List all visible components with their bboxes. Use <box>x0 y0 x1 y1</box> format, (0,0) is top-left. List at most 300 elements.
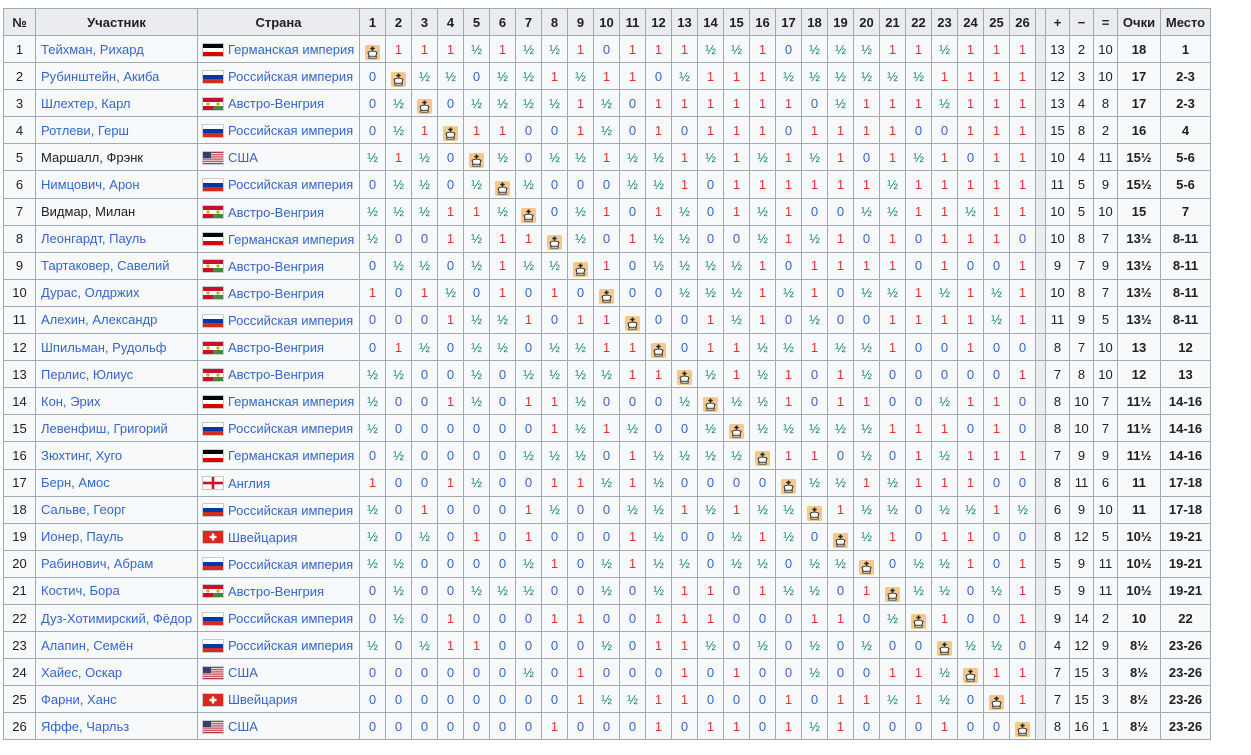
losses-count: 5 <box>1070 198 1094 225</box>
result-cell: ½ <box>698 361 724 388</box>
player-name-link[interactable]: Ротлеви, Герш <box>41 122 129 138</box>
result-cell: 0 <box>750 659 776 686</box>
player-name-link[interactable]: Тартаковер, Савелий <box>41 258 170 274</box>
result-cell: 1 <box>568 90 594 117</box>
player-name-link[interactable]: Хайес, Оскар <box>41 664 123 680</box>
result-cell: 0 <box>438 442 464 469</box>
result-cell: 0 <box>932 117 958 144</box>
draws-count: 10 <box>1094 361 1118 388</box>
result-cell: 0 <box>594 388 620 415</box>
column-gap <box>1036 577 1046 604</box>
header-round-26[interactable]: 26 <box>1010 9 1036 36</box>
result-cell: 0 <box>984 604 1010 631</box>
result-cell: ½ <box>542 144 568 171</box>
result-cell: 0 <box>386 686 412 713</box>
header-num[interactable]: № <box>4 9 36 36</box>
result-cell: 0 <box>958 713 984 740</box>
table-row <box>4 361 1211 388</box>
result-cell: 0 <box>464 686 490 713</box>
player-name-link[interactable]: Дуз-Хотимирский, Фёдор <box>41 610 193 626</box>
result-cell: 0 <box>490 550 516 577</box>
result-cell: 1 <box>698 604 724 631</box>
result-cell: 0 <box>620 632 646 659</box>
result-cell: ½ <box>776 279 802 306</box>
header-round-5[interactable]: 5 <box>464 9 490 36</box>
header-round-8[interactable]: 8 <box>542 9 568 36</box>
header-round-12[interactable]: 12 <box>646 9 672 36</box>
result-cell: 0 <box>906 334 932 361</box>
country-link[interactable]: Российская империя <box>228 421 354 437</box>
header-round-1[interactable]: 1 <box>360 9 386 36</box>
place-value: 8-11 <box>1161 306 1211 333</box>
result-cell: 1 <box>854 117 880 144</box>
result-cell: 1 <box>958 279 984 306</box>
result-cell: 1 <box>1010 279 1036 306</box>
player-name-link[interactable]: Тейхман, Рихард <box>41 41 144 57</box>
player-name-cell <box>36 306 198 333</box>
result-cell: 0 <box>906 117 932 144</box>
result-cell: 0 <box>802 90 828 117</box>
result-cell: 0 <box>776 632 802 659</box>
german-empire-flag <box>202 232 224 246</box>
chess-king-icon <box>911 614 926 629</box>
russian-empire-flag <box>202 178 224 192</box>
result-cell: 1 <box>750 577 776 604</box>
column-gap <box>1036 306 1046 333</box>
result-cell: 0 <box>958 361 984 388</box>
header-round-17[interactable]: 17 <box>776 9 802 36</box>
wins-count: 9 <box>1046 604 1070 631</box>
result-cell: 0 <box>568 577 594 604</box>
result-cell: 0 <box>464 713 490 740</box>
self-cell <box>880 577 906 604</box>
country-link[interactable]: Российская империя <box>228 313 354 329</box>
player-name-link[interactable]: Шлехтер, Карл <box>41 95 131 111</box>
result-cell: ½ <box>490 577 516 604</box>
player-name-link[interactable]: Зюхтинг, Хуго <box>41 447 123 463</box>
country-link[interactable]: Российская империя <box>228 123 354 139</box>
result-cell: 0 <box>464 604 490 631</box>
self-cell <box>906 604 932 631</box>
result-cell: 1 <box>412 279 438 306</box>
result-cell: 1 <box>594 415 620 442</box>
result-cell: ½ <box>776 63 802 90</box>
result-cell: ½ <box>542 361 568 388</box>
player-country-cell <box>198 306 360 333</box>
header-country[interactable]: Страна <box>198 9 360 36</box>
result-cell: ½ <box>880 469 906 496</box>
result-cell: 0 <box>594 36 620 63</box>
column-gap <box>1036 334 1046 361</box>
result-cell: 0 <box>542 577 568 604</box>
result-cell: 0 <box>438 577 464 604</box>
result-cell: 0 <box>490 415 516 442</box>
result-cell: 1 <box>620 550 646 577</box>
result-cell: 0 <box>490 604 516 631</box>
header-round-14[interactable]: 14 <box>698 9 724 36</box>
table-row <box>4 686 1211 713</box>
header-player[interactable]: Участник <box>36 9 198 36</box>
result-cell: ½ <box>412 523 438 550</box>
result-cell: 0 <box>620 90 646 117</box>
table-row <box>4 36 1211 63</box>
result-cell: 0 <box>594 496 620 523</box>
wins-count: 8 <box>1046 415 1070 442</box>
self-cell <box>386 63 412 90</box>
player-name-link[interactable]: Рубинштейн, Акиба <box>41 68 160 84</box>
table-body <box>4 36 1211 740</box>
losses-count: 9 <box>1070 306 1094 333</box>
country-link[interactable]: Швейцария <box>228 692 298 708</box>
result-cell: 1 <box>620 63 646 90</box>
player-name-link[interactable]: Дурас, Олдржих <box>41 285 140 301</box>
result-cell: ½ <box>932 388 958 415</box>
place-value: 14-16 <box>1161 442 1211 469</box>
result-cell: 1 <box>516 225 542 252</box>
table-row <box>4 90 1211 117</box>
header-plus[interactable]: + <box>1046 9 1070 36</box>
chess-king-icon <box>833 533 848 548</box>
player-name-link[interactable]: Левенфиш, Григорий <box>41 420 168 436</box>
player-name-link[interactable]: Кон, Эрих <box>41 393 101 409</box>
header-round-4[interactable]: 4 <box>438 9 464 36</box>
result-cell: 0 <box>802 388 828 415</box>
self-cell <box>412 90 438 117</box>
column-gap <box>1036 279 1046 306</box>
result-cell: 0 <box>386 713 412 740</box>
self-cell <box>542 225 568 252</box>
header-round-24[interactable]: 24 <box>958 9 984 36</box>
result-cell: 1 <box>932 415 958 442</box>
player-name-link[interactable]: Ионер, Пауль <box>41 529 124 545</box>
result-cell: 0 <box>438 144 464 171</box>
losses-count: 8 <box>1070 279 1094 306</box>
result-cell: ½ <box>776 334 802 361</box>
header-round-22[interactable]: 22 <box>906 9 932 36</box>
table-row <box>4 713 1211 740</box>
self-cell <box>438 117 464 144</box>
result-cell: 0 <box>672 523 698 550</box>
self-cell <box>516 198 542 225</box>
self-cell <box>776 469 802 496</box>
player-name-link[interactable]: Костич, Бора <box>41 583 120 599</box>
german-empire-flag <box>202 449 224 463</box>
header-round-23[interactable]: 23 <box>932 9 958 36</box>
header-round-20[interactable]: 20 <box>854 9 880 36</box>
player-name-link[interactable]: Фарни, Ханс <box>41 691 117 707</box>
player-name-link[interactable]: Шпильман, Рудольф <box>41 339 167 355</box>
result-cell: 1 <box>958 306 984 333</box>
country-link[interactable]: Германская империя <box>228 42 355 58</box>
result-cell: 1 <box>984 36 1010 63</box>
result-cell: ½ <box>568 442 594 469</box>
result-cell: ½ <box>724 252 750 279</box>
player-name-link[interactable]: Маршалл, Фрэнк <box>41 149 144 165</box>
self-cell <box>620 306 646 333</box>
result-cell: 0 <box>932 361 958 388</box>
result-cell: ½ <box>958 198 984 225</box>
result-cell: ½ <box>646 225 672 252</box>
points-total: 18 <box>1118 36 1161 63</box>
result-cell: 1 <box>958 523 984 550</box>
result-cell: 1 <box>542 388 568 415</box>
header-minus[interactable]: − <box>1070 9 1094 36</box>
country-link[interactable]: Российская империя <box>228 502 354 518</box>
result-cell: ½ <box>932 550 958 577</box>
result-cell: ½ <box>828 469 854 496</box>
result-cell: 1 <box>412 36 438 63</box>
result-cell: 0 <box>542 198 568 225</box>
country-link[interactable]: Австро-Венгрия <box>228 96 325 112</box>
result-cell: 0 <box>490 469 516 496</box>
result-cell: 0 <box>646 279 672 306</box>
result-cell: ½ <box>386 442 412 469</box>
result-cell: 0 <box>568 171 594 198</box>
header-points[interactable]: Очки <box>1118 9 1161 36</box>
result-cell: 0 <box>646 659 672 686</box>
country-link[interactable]: Австро-Венгрия <box>228 204 325 220</box>
result-cell: 1 <box>932 252 958 279</box>
header-round-3[interactable]: 3 <box>412 9 438 36</box>
result-cell: 0 <box>672 469 698 496</box>
result-cell: 0 <box>802 361 828 388</box>
place-value: 23-26 <box>1161 659 1211 686</box>
result-cell: 0 <box>412 442 438 469</box>
country-link[interactable]: Российская империя <box>228 69 354 85</box>
result-cell: 0 <box>906 225 932 252</box>
draws-count: 11 <box>1094 550 1118 577</box>
country-link[interactable]: Австро-Венгрия <box>228 367 325 383</box>
result-cell: ½ <box>360 361 386 388</box>
result-cell: 0 <box>542 171 568 198</box>
player-name-link[interactable]: Сальве, Георг <box>41 502 126 518</box>
header-round-13[interactable]: 13 <box>672 9 698 36</box>
draws-count: 11 <box>1094 144 1118 171</box>
player-name-link[interactable]: Алехин, Александр <box>41 312 158 328</box>
result-cell: ½ <box>464 334 490 361</box>
country-link[interactable]: Австро-Венгрия <box>228 258 325 274</box>
result-cell: ½ <box>386 171 412 198</box>
player-name-link[interactable]: Рабинович, Абрам <box>41 556 154 572</box>
header-round-19[interactable]: 19 <box>828 9 854 36</box>
header-round-15[interactable]: 15 <box>724 9 750 36</box>
result-cell: 1 <box>568 117 594 144</box>
wins-count: 8 <box>1046 713 1070 740</box>
self-cell <box>672 361 698 388</box>
result-cell: ½ <box>880 496 906 523</box>
result-cell: 1 <box>932 171 958 198</box>
result-cell: 1 <box>776 388 802 415</box>
header-round-11[interactable]: 11 <box>620 9 646 36</box>
player-country-cell <box>198 659 360 686</box>
result-cell: 0 <box>412 686 438 713</box>
header-round-6[interactable]: 6 <box>490 9 516 36</box>
country-link[interactable]: США <box>228 719 258 735</box>
result-cell: 1 <box>724 90 750 117</box>
result-cell: 1 <box>802 442 828 469</box>
player-name-link[interactable]: Яффе, Чарльз <box>41 718 130 734</box>
losses-count: 9 <box>1070 442 1094 469</box>
result-cell: ½ <box>698 36 724 63</box>
country-link[interactable]: Англия <box>228 475 271 491</box>
wins-count: 11 <box>1046 171 1070 198</box>
result-cell: ½ <box>750 225 776 252</box>
country-link[interactable]: Германская империя <box>228 448 355 464</box>
result-cell: 0 <box>412 604 438 631</box>
header-round-9[interactable]: 9 <box>568 9 594 36</box>
result-cell: ½ <box>854 198 880 225</box>
german-empire-flag <box>202 395 224 409</box>
result-cell: ½ <box>594 469 620 496</box>
player-name-link[interactable]: Леонгардт, Пауль <box>41 231 147 247</box>
country-link[interactable]: Российская империя <box>228 177 354 193</box>
result-cell: 0 <box>360 90 386 117</box>
result-cell: 0 <box>906 713 932 740</box>
player-country-cell <box>198 36 360 63</box>
player-country-cell <box>198 442 360 469</box>
result-cell: 0 <box>412 577 438 604</box>
header-round-16[interactable]: 16 <box>750 9 776 36</box>
player-country-cell <box>198 144 360 171</box>
result-cell: 1 <box>958 90 984 117</box>
result-cell: ½ <box>542 496 568 523</box>
player-name-link[interactable]: Берн, Амос <box>41 475 110 491</box>
chess-king-icon <box>963 668 978 683</box>
result-cell: 1 <box>880 144 906 171</box>
result-cell: 1 <box>672 659 698 686</box>
result-cell: ½ <box>464 577 490 604</box>
result-cell: 1 <box>672 90 698 117</box>
player-name-link[interactable]: Нимцович, Арон <box>41 177 140 193</box>
player-name-link[interactable]: Видмар, Милан <box>41 204 136 220</box>
country-link[interactable]: Германская империя <box>228 394 355 410</box>
player-country-cell <box>198 90 360 117</box>
country-link[interactable]: США <box>228 665 258 681</box>
draws-count: 5 <box>1094 306 1118 333</box>
country-link[interactable]: Российская империя <box>228 638 354 654</box>
player-country-cell <box>198 415 360 442</box>
country-link[interactable]: Австро-Венгрия <box>228 285 325 301</box>
result-cell: 1 <box>984 225 1010 252</box>
player-name-cell <box>36 442 198 469</box>
result-cell: ½ <box>412 632 438 659</box>
russian-empire-flag <box>202 612 224 626</box>
result-cell: 1 <box>490 225 516 252</box>
result-cell: 0 <box>984 550 1010 577</box>
draws-count: 7 <box>1094 415 1118 442</box>
result-cell: 1 <box>464 523 490 550</box>
result-cell: 1 <box>1010 442 1036 469</box>
result-cell: 1 <box>438 604 464 631</box>
player-name-cell <box>36 90 198 117</box>
header-round-25[interactable]: 25 <box>984 9 1010 36</box>
header-round-10[interactable]: 10 <box>594 9 620 36</box>
result-cell: ½ <box>464 361 490 388</box>
result-cell: 0 <box>438 523 464 550</box>
result-cell: 0 <box>464 442 490 469</box>
result-cell: 1 <box>854 171 880 198</box>
place-value: 23-26 <box>1161 686 1211 713</box>
result-cell: 0 <box>568 496 594 523</box>
player-number: 25 <box>4 686 36 713</box>
header-round-7[interactable]: 7 <box>516 9 542 36</box>
result-cell: 0 <box>594 523 620 550</box>
country-link[interactable]: Российская империя <box>228 611 354 627</box>
header-equal[interactable]: = <box>1094 9 1118 36</box>
result-cell: 0 <box>1010 388 1036 415</box>
result-cell: 0 <box>490 496 516 523</box>
result-cell: ½ <box>516 659 542 686</box>
country-link[interactable]: США <box>228 150 258 166</box>
result-cell: 0 <box>880 713 906 740</box>
header-round-2[interactable]: 2 <box>386 9 412 36</box>
result-cell: ½ <box>594 550 620 577</box>
column-gap <box>1036 415 1046 442</box>
country-link[interactable]: Швейцария <box>228 529 298 545</box>
result-cell: 0 <box>360 604 386 631</box>
losses-count: 4 <box>1070 90 1094 117</box>
result-cell: ½ <box>542 442 568 469</box>
result-cell: 0 <box>438 361 464 388</box>
player-country-cell <box>198 713 360 740</box>
player-country-cell <box>198 171 360 198</box>
header-round-21[interactable]: 21 <box>880 9 906 36</box>
austria-hungary-flag <box>202 286 224 300</box>
losses-count: 15 <box>1070 686 1094 713</box>
result-cell: ½ <box>854 442 880 469</box>
result-cell: 0 <box>672 117 698 144</box>
country-link[interactable]: Российская империя <box>228 556 354 572</box>
result-cell: 1 <box>594 306 620 333</box>
header-place[interactable]: Место <box>1161 9 1211 36</box>
result-cell: 1 <box>646 90 672 117</box>
player-country-cell <box>198 523 360 550</box>
column-gap <box>1036 144 1046 171</box>
result-cell: 0 <box>776 36 802 63</box>
result-cell: ½ <box>594 361 620 388</box>
draws-count: 3 <box>1094 686 1118 713</box>
result-cell: 1 <box>386 144 412 171</box>
country-link[interactable]: Австро-Венгрия <box>228 340 325 356</box>
result-cell: ½ <box>386 604 412 631</box>
header-round-18[interactable]: 18 <box>802 9 828 36</box>
result-cell: 1 <box>438 225 464 252</box>
result-cell: 0 <box>542 523 568 550</box>
result-cell: ½ <box>984 632 1010 659</box>
result-cell: ½ <box>724 523 750 550</box>
result-cell: ½ <box>464 306 490 333</box>
result-cell: 0 <box>412 713 438 740</box>
chess-king-icon <box>365 45 380 60</box>
player-name-link[interactable]: Перлис, Юлиус <box>41 366 134 382</box>
result-cell: ½ <box>698 442 724 469</box>
result-cell: 1 <box>828 496 854 523</box>
result-cell: 1 <box>828 388 854 415</box>
result-cell: 0 <box>1010 415 1036 442</box>
result-cell: ½ <box>672 442 698 469</box>
self-cell <box>802 496 828 523</box>
result-cell: 1 <box>854 469 880 496</box>
place-value: 23-26 <box>1161 713 1211 740</box>
losses-count: 10 <box>1070 415 1094 442</box>
country-link[interactable]: Германская империя <box>228 231 355 247</box>
player-number: 6 <box>4 171 36 198</box>
country-link[interactable]: Австро-Венгрия <box>228 583 325 599</box>
draws-count: 2 <box>1094 117 1118 144</box>
chess-king-icon <box>495 181 510 196</box>
player-name-link[interactable]: Алапин, Семён <box>41 637 134 653</box>
result-cell: 1 <box>776 361 802 388</box>
